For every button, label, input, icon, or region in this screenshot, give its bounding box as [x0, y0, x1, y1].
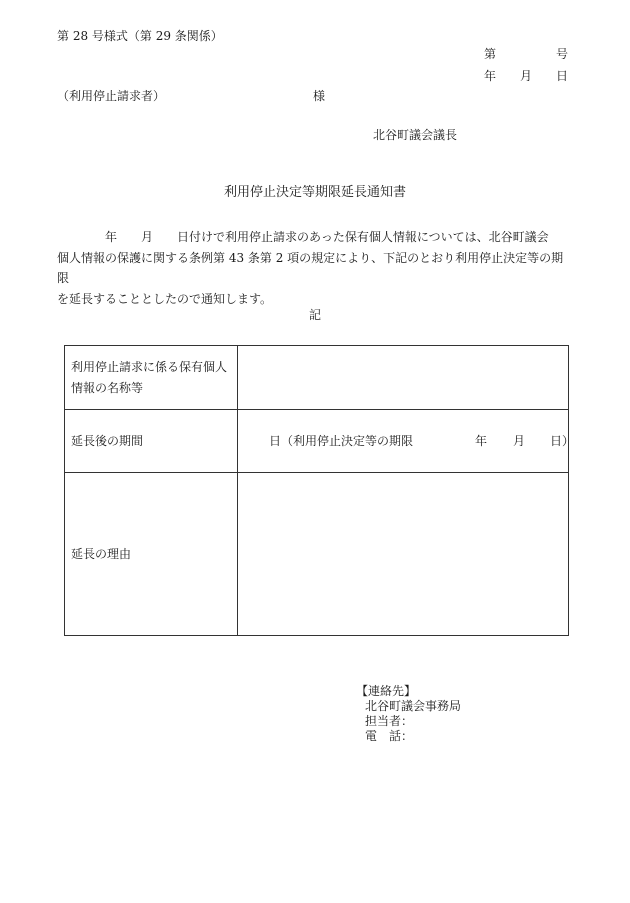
table-row-info-name — [65, 346, 569, 410]
addressee-requester: （利用停止請求者） — [57, 89, 166, 103]
details-table — [64, 345, 575, 636]
ki-marker: 記 — [308, 308, 321, 322]
period-date: 日） — [550, 434, 575, 448]
period-label: 延長後の期間 — [65, 410, 238, 473]
reason-label: 延長の理由 — [65, 473, 238, 636]
document-number-line: 第 号 — [483, 47, 568, 61]
contact-person: 担当者： — [365, 714, 414, 728]
document-date-line: 年 月 日 — [483, 69, 568, 83]
contact-phone: 電 話： — [365, 729, 414, 743]
table-row-reason — [65, 473, 569, 636]
contact-block — [356, 684, 461, 744]
addressee-honorific: 様 — [313, 89, 326, 103]
reason-value — [238, 473, 569, 636]
contact-heading: 【連絡先】 — [356, 684, 417, 698]
body-line-3: を延長することとしたので通知します。 — [57, 291, 273, 306]
period-year: 年 — [475, 434, 488, 448]
table-row-period — [65, 410, 569, 473]
body-paragraph — [57, 227, 573, 309]
body-line-2: 個人情報の保護に関する条例第 43 条第 2 項の規定により、下記のとおり利用停止決定等の期限 — [57, 250, 564, 285]
contact-office: 北谷町議会事務局 — [365, 699, 462, 713]
body-line-1: 年 月 日付けで利用停止請求のあった保有個人情報については、北谷町議会 — [57, 230, 549, 244]
sender-name: 北谷町議会議長 — [373, 128, 458, 142]
form-number: 第 28 号様式（第 29 条関係） — [57, 29, 223, 43]
period-day-text: 日（利用停止決定等の期限 — [269, 434, 414, 448]
document-title: 利用停止決定等期限延長通知書 — [223, 185, 406, 200]
info-name-value — [238, 346, 569, 410]
info-name-label: 利用停止請求に係る保有個人情報の名称等 — [65, 346, 238, 410]
period-month: 月 — [513, 434, 526, 448]
period-value — [238, 410, 575, 473]
